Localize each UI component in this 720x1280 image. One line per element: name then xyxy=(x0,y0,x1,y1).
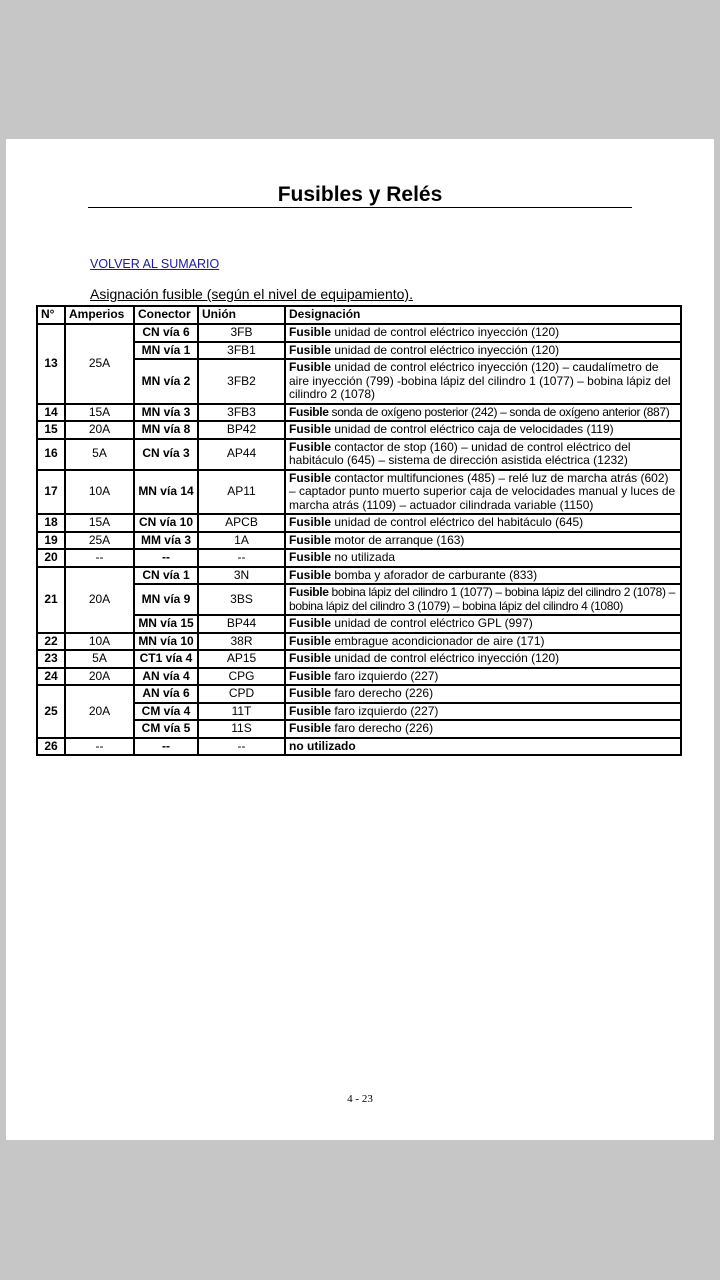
fuse-label: Fusible xyxy=(289,550,332,564)
fuse-label: Fusible xyxy=(289,342,332,357)
fuse-designation: no utilizado xyxy=(285,738,681,756)
table-header-row xyxy=(37,306,681,324)
table-row xyxy=(37,615,681,633)
fuse-designation: Fusible motor de arranque (163) xyxy=(285,532,681,550)
fuse-connector: CN vía 1 xyxy=(134,567,198,585)
fuse-connector: MN vía 9 xyxy=(134,584,198,615)
fuse-amperes: 25A xyxy=(65,532,134,550)
header-connector: Conector xyxy=(134,306,198,324)
fuse-amperes: 20A xyxy=(65,567,134,633)
fuse-amperes: 20A xyxy=(65,685,134,738)
back-to-summary-link[interactable]: VOLVER AL SUMARIO xyxy=(90,257,220,271)
fuse-union: 3FB xyxy=(198,324,285,342)
fuse-number: 16 xyxy=(37,439,65,470)
fuse-designation: Fusible unidad de control eléctrico inyección (120) – caudalímetro de aire inyección (799) -bobina lápiz del cilindro 1 (1077) – bobina lápiz del cilindro 2 (1078) xyxy=(285,359,681,404)
fuse-number: 24 xyxy=(37,668,65,686)
fuse-table xyxy=(36,305,682,756)
fuse-designation: Fusible unidad de control eléctrico inyección (120) xyxy=(285,342,681,360)
table-row xyxy=(37,720,681,738)
fuse-label: Fusible xyxy=(289,703,332,718)
fuse-designation: Fusible embrague acondicionador de aire (171) xyxy=(285,633,681,651)
fuse-number: 19 xyxy=(37,532,65,550)
fuse-union: 3FB1 xyxy=(198,342,285,360)
fuse-label: Fusible xyxy=(289,668,332,683)
table-row xyxy=(37,703,681,721)
fuse-connector: MN vía 15 xyxy=(134,615,198,633)
table-row xyxy=(37,421,681,439)
fuse-number: 15 xyxy=(37,421,65,439)
page-title: Fusibles y Relés xyxy=(277,183,443,206)
fuse-label: Fusible xyxy=(289,651,332,665)
fuse-label: Fusible xyxy=(289,470,332,485)
fuse-amperes: 20A xyxy=(65,668,134,686)
fuse-connector: CN vía 3 xyxy=(134,439,198,470)
fuse-connector: -- xyxy=(134,738,198,756)
fuse-connector: AN vía 6 xyxy=(134,685,198,703)
fuse-number: 13 xyxy=(37,324,65,404)
fuse-connector: CN vía 10 xyxy=(134,514,198,532)
fuse-connector: -- xyxy=(134,549,198,567)
table-row xyxy=(37,359,681,404)
fuse-union: 1A xyxy=(198,532,285,550)
fuse-number: 25 xyxy=(37,685,65,738)
table-caption: Asignación fusible (según el nivel de equipamiento). xyxy=(90,286,413,302)
fuse-union: CPD xyxy=(198,685,285,703)
fuse-amperes: 10A xyxy=(65,633,134,651)
fuse-designation: Fusible faro derecho (226) xyxy=(285,685,681,703)
header-union: Unión xyxy=(198,306,285,324)
table-row xyxy=(37,514,681,532)
fuse-connector: MM vía 3 xyxy=(134,532,198,550)
fuse-union: 38R xyxy=(198,633,285,651)
fuse-designation: Fusible unidad de control eléctrico caja de velocidades (119) xyxy=(285,421,681,439)
table-row xyxy=(37,567,681,585)
fuse-number: 18 xyxy=(37,514,65,532)
fuse-designation: Fusible unidad de control eléctrico del habitáculo (645) xyxy=(285,514,681,532)
fuse-connector: MN vía 1 xyxy=(134,342,198,360)
fuse-label: Fusible xyxy=(289,567,332,582)
fuse-label: Fusible xyxy=(289,422,332,436)
table-row xyxy=(37,324,681,342)
fuse-number: 23 xyxy=(37,650,65,668)
fuse-amperes: 25A xyxy=(65,324,134,404)
fuse-number: 26 xyxy=(37,738,65,756)
fuse-connector: CM vía 5 xyxy=(134,720,198,738)
fuse-union: 3N xyxy=(198,567,285,585)
fuse-label: Fusible xyxy=(289,515,332,529)
fuse-union: AP11 xyxy=(198,470,285,515)
fuse-label: Fusible xyxy=(289,532,332,547)
fuse-union: 11T xyxy=(198,703,285,721)
title-underline xyxy=(88,207,632,208)
fuse-amperes: 5A xyxy=(65,650,134,668)
table-row xyxy=(37,668,681,686)
fuse-designation: Fusible faro izquierdo (227) xyxy=(285,668,681,686)
fuse-designation: Fusible contactor multifunciones (485) – relé luz de marcha atrás (602) – captador punto muerto superior caja de velocidades manual y luces de marcha atrás (1109) – actuador cilindrada variable (1150) xyxy=(285,470,681,515)
header-designation: Designación xyxy=(285,306,681,324)
table-row xyxy=(37,685,681,703)
fuse-connector: AN vía 4 xyxy=(134,668,198,686)
fuse-number: 22 xyxy=(37,633,65,651)
header-amperes: Amperios xyxy=(65,306,134,324)
fuse-union: BP42 xyxy=(198,421,285,439)
fuse-amperes: 10A xyxy=(65,470,134,515)
fuse-amperes: -- xyxy=(65,549,134,567)
fuse-amperes: 15A xyxy=(65,514,134,532)
fuse-connector: MN vía 10 xyxy=(134,633,198,651)
fuse-designation: Fusible bobina lápiz del cilindro 1 (1077) – bobina lápiz del cilindro 2 (1078) – bobina lápiz del cilindro 3 (1079) – bobina lápiz del cilindro 4 (1080) xyxy=(285,584,681,615)
fuse-union: CPG xyxy=(198,668,285,686)
fuse-label: Fusible xyxy=(289,633,332,648)
fuse-designation: Fusible faro izquierdo (227) xyxy=(285,703,681,721)
fuse-union: 3FB2 xyxy=(198,359,285,404)
fuse-number: 17 xyxy=(37,470,65,515)
table-row xyxy=(37,342,681,360)
fuse-amperes: 20A xyxy=(65,421,134,439)
fuse-connector: MN vía 8 xyxy=(134,421,198,439)
page-number: 4 - 23 xyxy=(347,1093,373,1105)
fuse-union: BP44 xyxy=(198,615,285,633)
fuse-label: Fusible xyxy=(289,325,332,339)
fuse-number: 21 xyxy=(37,567,65,633)
fuse-designation: Fusible sonda de oxígeno posterior (242) – sonda de oxígeno anterior (887) xyxy=(285,404,681,422)
table-row xyxy=(37,650,681,668)
fuse-amperes: 15A xyxy=(65,404,134,422)
fuse-label: Fusible xyxy=(289,686,332,700)
fuse-label: Fusible xyxy=(289,404,329,419)
table-row xyxy=(37,439,681,470)
table-row xyxy=(37,584,681,615)
table-row xyxy=(37,470,681,515)
fuse-designation: Fusible contactor de stop (160) – unidad de control eléctrico del habitáculo (645) – sistema de dirección asistida eléctrica (1232) xyxy=(285,439,681,470)
fuse-designation: Fusible faro derecho (226) xyxy=(285,720,681,738)
fuse-connector: CM vía 4 xyxy=(134,703,198,721)
fuse-designation: Fusible no utilizada xyxy=(285,549,681,567)
fuse-connector: MN vía 14 xyxy=(134,470,198,515)
fuse-designation: Fusible bomba y aforador de carburante (833) xyxy=(285,567,681,585)
fuse-union: -- xyxy=(198,738,285,756)
table-row xyxy=(37,532,681,550)
fuse-union: -- xyxy=(198,549,285,567)
fuse-number: 14 xyxy=(37,404,65,422)
fuse-designation: Fusible unidad de control eléctrico GPL (997) xyxy=(285,615,681,633)
table-row xyxy=(37,738,681,756)
fuse-number: 20 xyxy=(37,549,65,567)
table-row xyxy=(37,404,681,422)
fuse-connector: CN vía 6 xyxy=(134,324,198,342)
fuse-union: AP44 xyxy=(198,439,285,470)
fuse-label: Fusible xyxy=(289,585,329,599)
fuse-amperes: 5A xyxy=(65,439,134,470)
fuse-union: 3FB3 xyxy=(198,404,285,422)
fuse-union: 11S xyxy=(198,720,285,738)
fuse-label: Fusible xyxy=(289,360,332,374)
fuse-label: Fusible xyxy=(289,616,332,630)
fuse-union: 3BS xyxy=(198,584,285,615)
fuse-connector: MN vía 2 xyxy=(134,359,198,404)
fuse-label: Fusible xyxy=(289,721,332,735)
fuse-amperes: -- xyxy=(65,738,134,756)
table-row xyxy=(37,549,681,567)
table-row xyxy=(37,633,681,651)
fuse-union: AP15 xyxy=(198,650,285,668)
fuse-union: APCB xyxy=(198,514,285,532)
fuse-designation: Fusible unidad de control eléctrico inyección (120) xyxy=(285,650,681,668)
fuse-connector: CT1 vía 4 xyxy=(134,650,198,668)
fuse-designation: Fusible unidad de control eléctrico inyección (120) xyxy=(285,324,681,342)
document-page xyxy=(6,139,714,1140)
fuse-connector: MN vía 3 xyxy=(134,404,198,422)
header-number: N° xyxy=(37,306,65,324)
fuse-label: Fusible xyxy=(289,439,332,454)
